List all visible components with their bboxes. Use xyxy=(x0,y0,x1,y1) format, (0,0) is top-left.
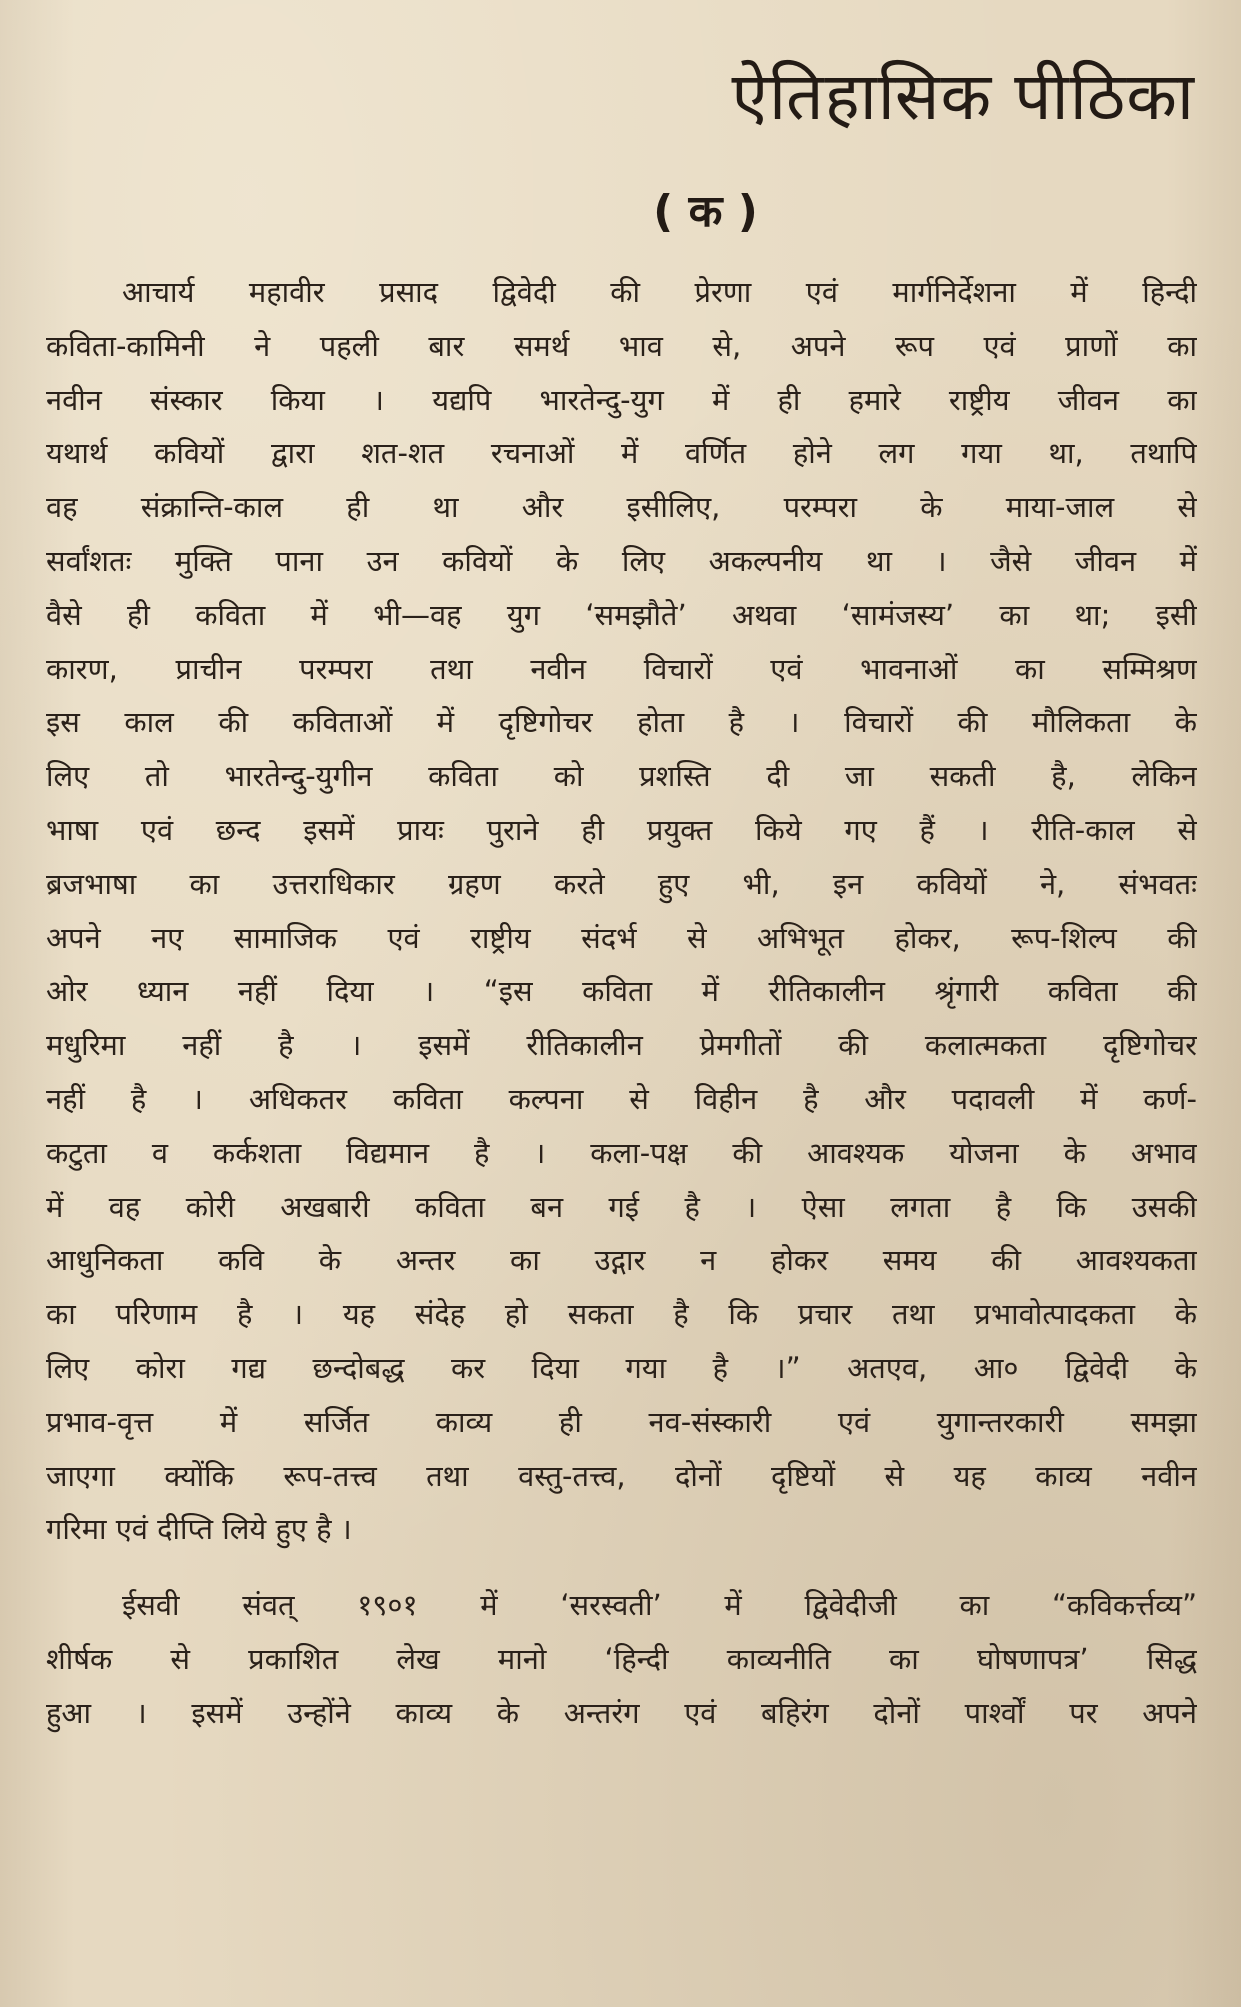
text-line: मधुरिमा नहीं है । इसमें रीतिकालीन प्रेमगीतों की कलात्मकता दृष्टिगोचर xyxy=(46,1028,1197,1063)
text-line: का परिणाम है । यह संदेह हो सकता है कि प्रचार तथा प्रभावोत्पादकता के xyxy=(46,1297,1197,1332)
text-line: प्रभाव-वृत्त में सर्जित काव्य ही नव-संस्कारी एवं युगान्तरकारी समझा xyxy=(46,1404,1197,1439)
text-line: कटुता व कर्कशता विद्यमान है । कला-पक्ष की आवश्यक योजना के अभाव xyxy=(46,1135,1197,1170)
paragraph-gap xyxy=(46,1557,1197,1579)
text-line: आचार्य महावीर प्रसाद द्विवेदी की प्रेरणा एवं मार्गनिर्देशना में हिन्दी xyxy=(122,275,1197,309)
text-line: जाएगा क्योंकि रूप-तत्त्व तथा वस्तु-तत्त्व, दोनों दृष्टियों से यह काव्य नवीन xyxy=(46,1458,1197,1493)
text-line: अपने नए सामाजिक एवं राष्ट्रीय संदर्भ से अभिभूत होकर, रूप-शिल्प की xyxy=(46,920,1197,955)
chapter-title: ऐतिहासिक पीठिका xyxy=(731,58,1195,135)
text-line: हुआ । इसमें उन्होंने काव्य के अन्तरंग एवं बहिरंग दोनों पार्श्वों पर अपने xyxy=(46,1695,1197,1730)
text-line: शीर्षक से प्रकाशित लेख मानो ‘हिन्दी काव्यनीति का घोषणापत्र’ सिद्ध xyxy=(46,1641,1197,1676)
text-line: इस काल की कविताओं में दृष्टिगोचर होता है । विचारों की मौलिकता के xyxy=(46,705,1197,740)
text-line: ब्रजभाषा का उत्तराधिकार ग्रहण करते हुए भी, इन कवियों ने, संभवतः xyxy=(46,866,1197,901)
text-line: आधुनिकता कवि के अन्तर का उद्गार न होकर समय की आवश्यकता xyxy=(46,1243,1197,1278)
body-text xyxy=(46,266,1197,1741)
text-line: भाषा एवं छन्द इसमें प्रायः पुराने ही प्रयुक्त किये गए हैं । रीति-काल से xyxy=(46,812,1197,847)
text-line: वैसे ही कविता में भी—वह युग ‘समझौते’ अथवा ‘सामंजस्य’ का था; इसी xyxy=(46,597,1197,632)
text-line: नहीं है । अधिकतर कविता कल्पना से विहीन है और पदावली में कर्ण- xyxy=(46,1081,1197,1116)
text-line: कविता-कामिनी ने पहली बार समर्थ भाव से, अपने रूप एवं प्राणों का xyxy=(46,328,1197,363)
text-line: लिए कोरा गद्य छन्दोबद्ध कर दिया गया है ।” अतएव, आ० द्विवेदी के xyxy=(46,1350,1197,1385)
text-line: ईसवी संवत् १९०१ में ‘सरस्वती’ में द्विवेदीजी का “कविकर्त्तव्य” xyxy=(122,1588,1197,1623)
paragraph xyxy=(46,1579,1197,1740)
paragraph xyxy=(46,266,1197,1557)
text-line: सर्वांशतः मुक्ति पाना उन कवियों के लिए अकल्पनीय था । जैसे जीवन में xyxy=(46,543,1197,578)
text-line: लिए तो भारतेन्दु-युगीन कविता को प्रशस्ति दी जा सकती है, लेकिन xyxy=(46,759,1197,794)
text-line: नवीन संस्कार किया । यद्यपि भारतेन्दु-युग में ही हमारे राष्ट्रीय जीवन का xyxy=(46,382,1197,417)
text-line: गरिमा एवं दीप्ति लिये हुए है । xyxy=(46,1512,352,1547)
text-line: ओर ध्यान नहीं दिया । “इस कविता में रीतिकालीन श्रृंगारी कविता की xyxy=(46,974,1197,1009)
text-line: में वह कोरी अखबारी कविता बन गई है । ऐसा लगता है कि उसकी xyxy=(46,1189,1197,1224)
section-marker: ( क ) xyxy=(653,186,758,237)
text-line: वह संक्रान्ति-काल ही था और इसीलिए, परम्परा के माया-जाल से xyxy=(46,490,1197,525)
text-line: कारण, प्राचीन परम्परा तथा नवीन विचारों एवं भावनाओं का सम्मिश्रण xyxy=(46,651,1197,686)
text-line: यथार्थ कवियों द्वारा शत-शत रचनाओं में वर्णित होने लग गया था, तथापि xyxy=(46,436,1197,471)
